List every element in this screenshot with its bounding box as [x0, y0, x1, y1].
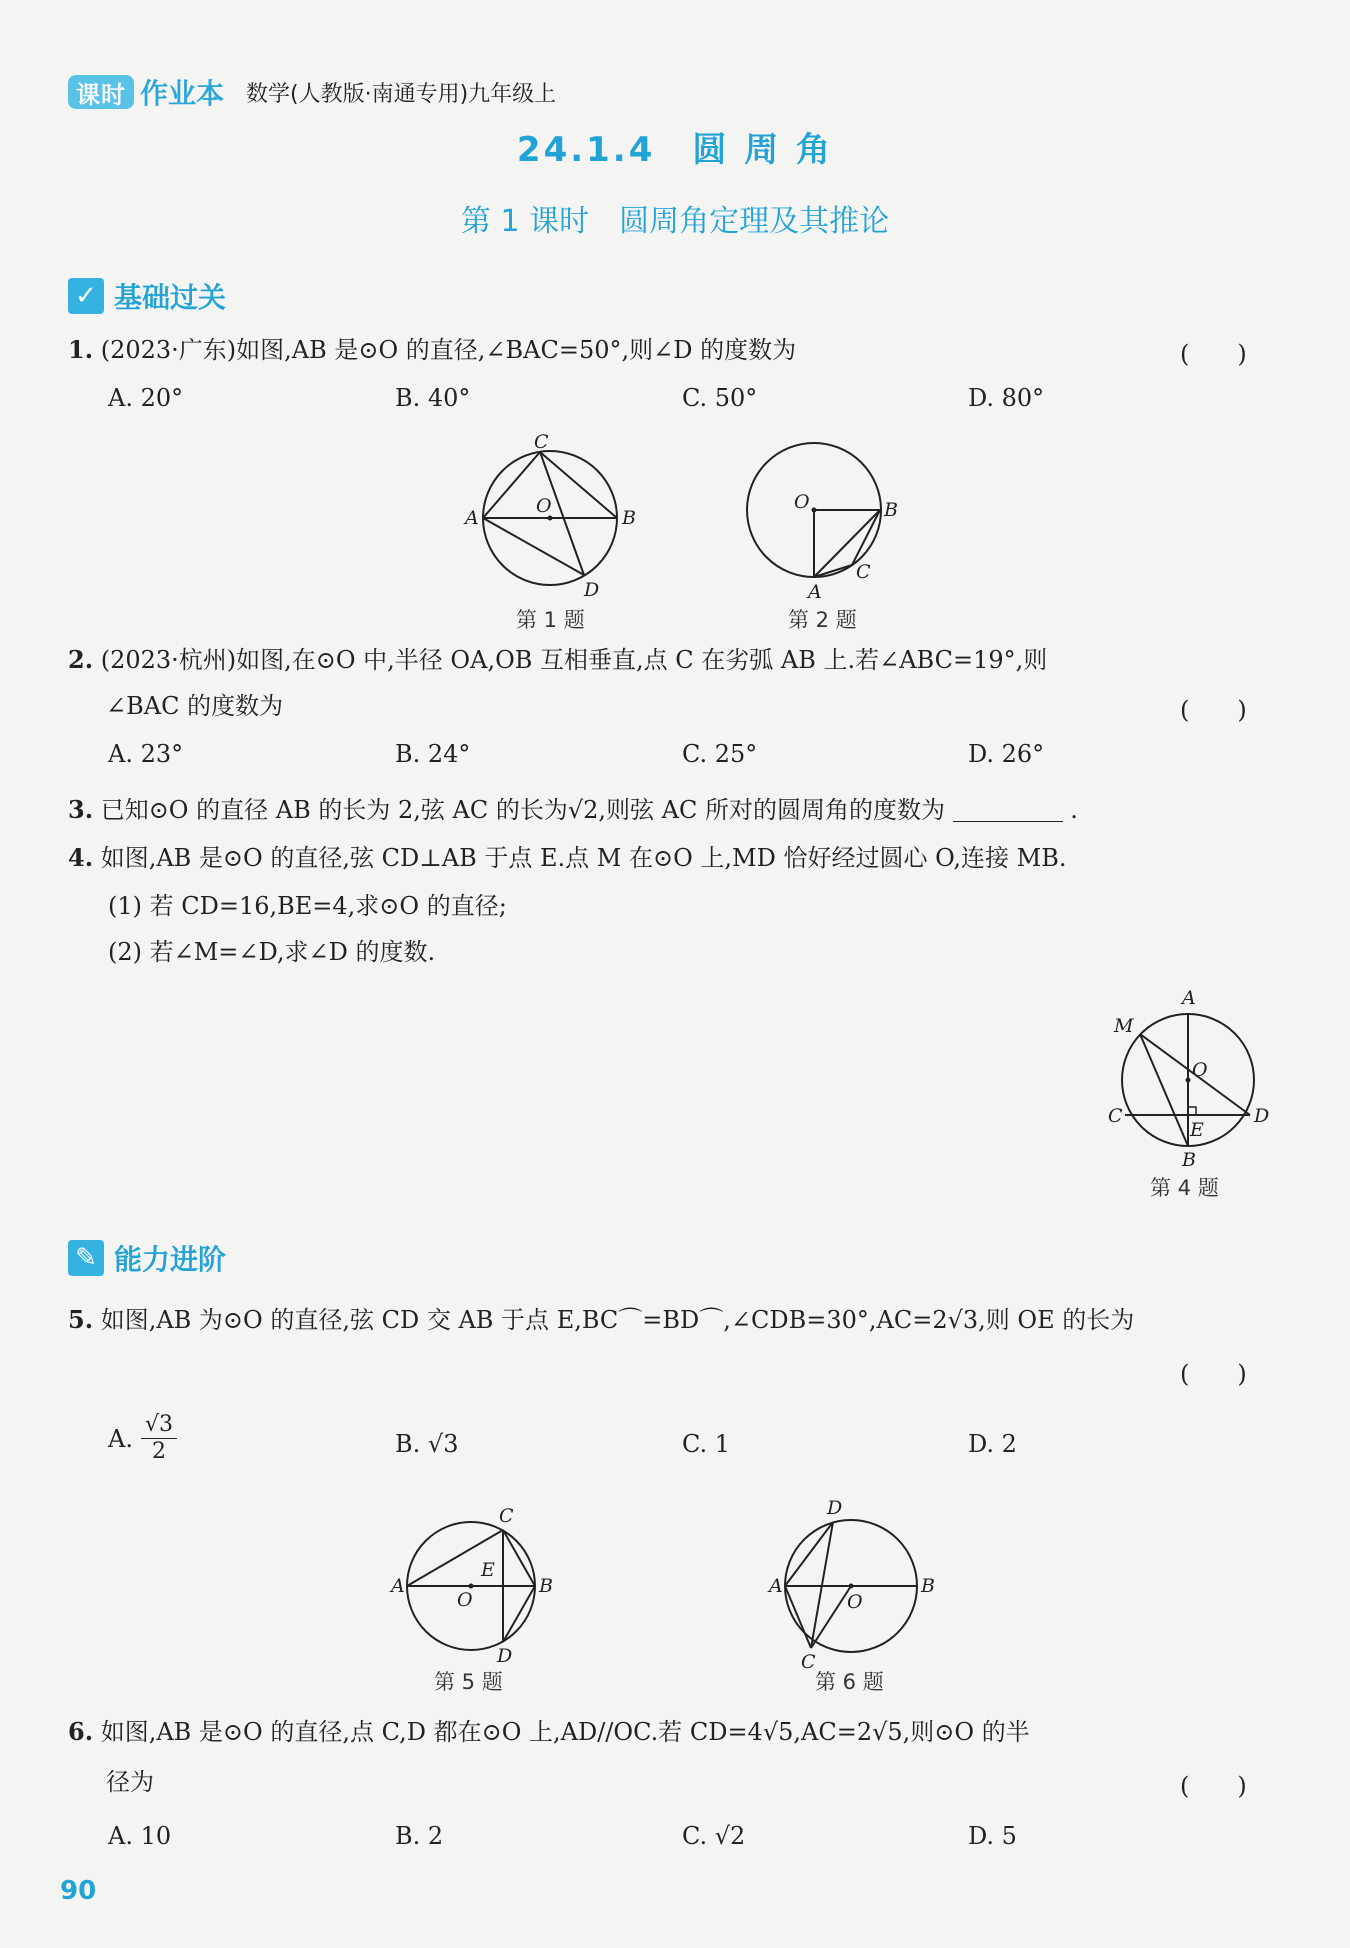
- fraction-denominator: 2: [151, 1439, 166, 1464]
- question-5: [68, 1304, 1134, 1336]
- question-2-line-2: ∠BAC 的度数为: [106, 692, 284, 720]
- header: [68, 72, 556, 112]
- question-text: 已知⊙O 的直径 AB 的长为 2,弦 AC 的长为√2,则弦 AC 所对的圆周角的度数为: [100, 796, 945, 824]
- option-b: B. √3: [395, 1430, 459, 1458]
- question-number: 3.: [68, 795, 94, 824]
- point-b-label: B: [884, 499, 898, 521]
- figure-4: [1100, 980, 1280, 1184]
- point-c-label: C: [534, 431, 549, 453]
- question-number: 2.: [68, 645, 94, 674]
- option-c: C. 1: [682, 1430, 731, 1458]
- question-2: [68, 644, 1047, 676]
- point-a-label: A: [808, 581, 822, 603]
- option-d: D. 2: [968, 1430, 1017, 1458]
- point-o-label: O: [457, 1589, 473, 1611]
- question-number: 4.: [68, 843, 94, 872]
- figure-6-diagram: [765, 1498, 945, 1673]
- question-text: 如图,AB 是⊙O 的直径,弦 CD⊥AB 于点 E.点 M 在⊙O 上,MD 恰好经过圆心 O,连接 MB.: [100, 844, 1067, 872]
- figure-5-caption: 第 5 题: [434, 1670, 503, 1694]
- question-text: (2023·广东)如图,AB 是⊙O 的直径,∠BAC=50°,则∠D 的度数为: [100, 336, 797, 364]
- option-b: B. 40°: [395, 384, 471, 412]
- question-number: 6.: [68, 1717, 94, 1746]
- option-a: A. 10: [108, 1822, 172, 1850]
- option-a: [108, 1412, 177, 1465]
- brand-name: 作业本: [140, 77, 225, 110]
- question-number: 5.: [68, 1305, 94, 1334]
- point-d-label: D: [584, 579, 600, 601]
- figure-1: [450, 428, 650, 612]
- point-a-label: A: [465, 507, 479, 529]
- figure-1-caption: 第 1 题: [516, 608, 585, 632]
- point-o-label: O: [1192, 1059, 1208, 1081]
- figure-6-caption: 第 6 题: [815, 1670, 884, 1694]
- question-text: 如图,AB 是⊙O 的直径,点 C,D 都在⊙O 上,AD//OC.若 CD=4√5,AC=2√5,则⊙O 的半: [100, 1718, 1030, 1746]
- answer-blank[interactable]: [953, 797, 1063, 822]
- figure-2-caption: 第 2 题: [788, 608, 857, 632]
- point-b-label: B: [1182, 1149, 1196, 1171]
- question-text-end: .: [1070, 796, 1078, 824]
- option-c: C. √2: [682, 1822, 746, 1850]
- fraction-numerator: √3: [141, 1412, 177, 1439]
- point-b-label: B: [921, 1575, 935, 1597]
- option-c: C. 50°: [682, 384, 758, 412]
- question-3: [68, 794, 1078, 826]
- point-b-label: B: [539, 1575, 553, 1597]
- option-a: A. 20°: [108, 384, 184, 412]
- question-text: (2023·杭州)如图,在⊙O 中,半径 OA,OB 互相垂直,点 C 在劣弧 AB 上.若∠ABC=19°,则: [100, 646, 1048, 674]
- point-c-label: C: [499, 1505, 514, 1527]
- option-b: B. 2: [395, 1822, 444, 1850]
- checkbox-icon: ✓: [68, 278, 104, 314]
- subject-label: 数学(人教版·南通专用)九年级上: [246, 81, 557, 107]
- section-basic-label: 基础过关: [114, 281, 227, 314]
- figure-4-caption: 第 4 题: [1150, 1176, 1219, 1200]
- point-a-label: A: [769, 1575, 783, 1597]
- point-o-label: O: [847, 1591, 863, 1613]
- option-a-fraction: [141, 1412, 177, 1465]
- question-4-part-1: (1) 若 CD=16,BE=4,求⊙O 的直径;: [108, 892, 507, 920]
- point-e-label: E: [1190, 1119, 1204, 1141]
- option-d: D. 26°: [968, 740, 1045, 768]
- point-c-label: C: [1108, 1105, 1123, 1127]
- figure-1-diagram: [450, 428, 650, 608]
- brand-badge: 课时: [68, 75, 134, 109]
- answer-paren: ( ): [1180, 340, 1247, 368]
- question-number: 1.: [68, 335, 94, 364]
- pencil-icon: ✎: [68, 1240, 104, 1276]
- point-m-label: M: [1114, 1015, 1134, 1037]
- point-d-label: D: [827, 1498, 843, 1519]
- option-a-label: A.: [108, 1424, 133, 1453]
- figure-4-diagram: [1100, 980, 1280, 1180]
- question-text: 如图,AB 为⊙O 的直径,弦 CD 交 AB 于点 E,BC⌒=BD⌒,∠CDB=30°,AC=2√3,则 OE 的长为: [100, 1306, 1135, 1334]
- section-advanced-heading: [68, 1238, 226, 1278]
- page-number: 90: [60, 1876, 97, 1906]
- section-title: 24.1.4 圆 周 角: [516, 130, 834, 170]
- point-b-label: B: [622, 507, 636, 529]
- point-c-label: C: [856, 561, 871, 583]
- figure-2: [730, 430, 910, 614]
- point-d-label: D: [497, 1645, 513, 1667]
- lesson-title: 第 1 课时 圆周角定理及其推论: [460, 204, 890, 239]
- question-6: [68, 1716, 1030, 1748]
- figure-2-diagram: [730, 430, 910, 610]
- figure-6: [765, 1498, 945, 1677]
- option-b: B. 24°: [395, 740, 471, 768]
- option-d: D. 80°: [968, 384, 1045, 412]
- question-6-line-2: 径为: [106, 1768, 154, 1796]
- answer-paren: ( ): [1180, 1772, 1247, 1800]
- point-d-label: D: [1254, 1105, 1270, 1127]
- figure-5-diagram: [385, 1502, 565, 1672]
- answer-paren: ( ): [1180, 1360, 1247, 1388]
- point-o-label: O: [794, 491, 810, 513]
- point-o-label: O: [536, 495, 552, 517]
- option-a: A. 23°: [108, 740, 184, 768]
- point-a-label: A: [1182, 987, 1196, 1009]
- question-4-part-2: (2) 若∠M=∠D,求∠D 的度数.: [108, 938, 436, 966]
- section-basic-heading: [68, 276, 226, 316]
- point-e-label: E: [481, 1559, 495, 1581]
- point-a-label: A: [391, 1575, 405, 1597]
- option-c: C. 25°: [682, 740, 758, 768]
- option-d: D. 5: [968, 1822, 1017, 1850]
- figure-5: [385, 1502, 565, 1676]
- section-advanced-label: 能力进阶: [114, 1243, 227, 1276]
- question-1: [68, 334, 796, 366]
- answer-paren: ( ): [1180, 696, 1247, 724]
- question-4: [68, 842, 1066, 874]
- point-c-label: C: [801, 1651, 816, 1673]
